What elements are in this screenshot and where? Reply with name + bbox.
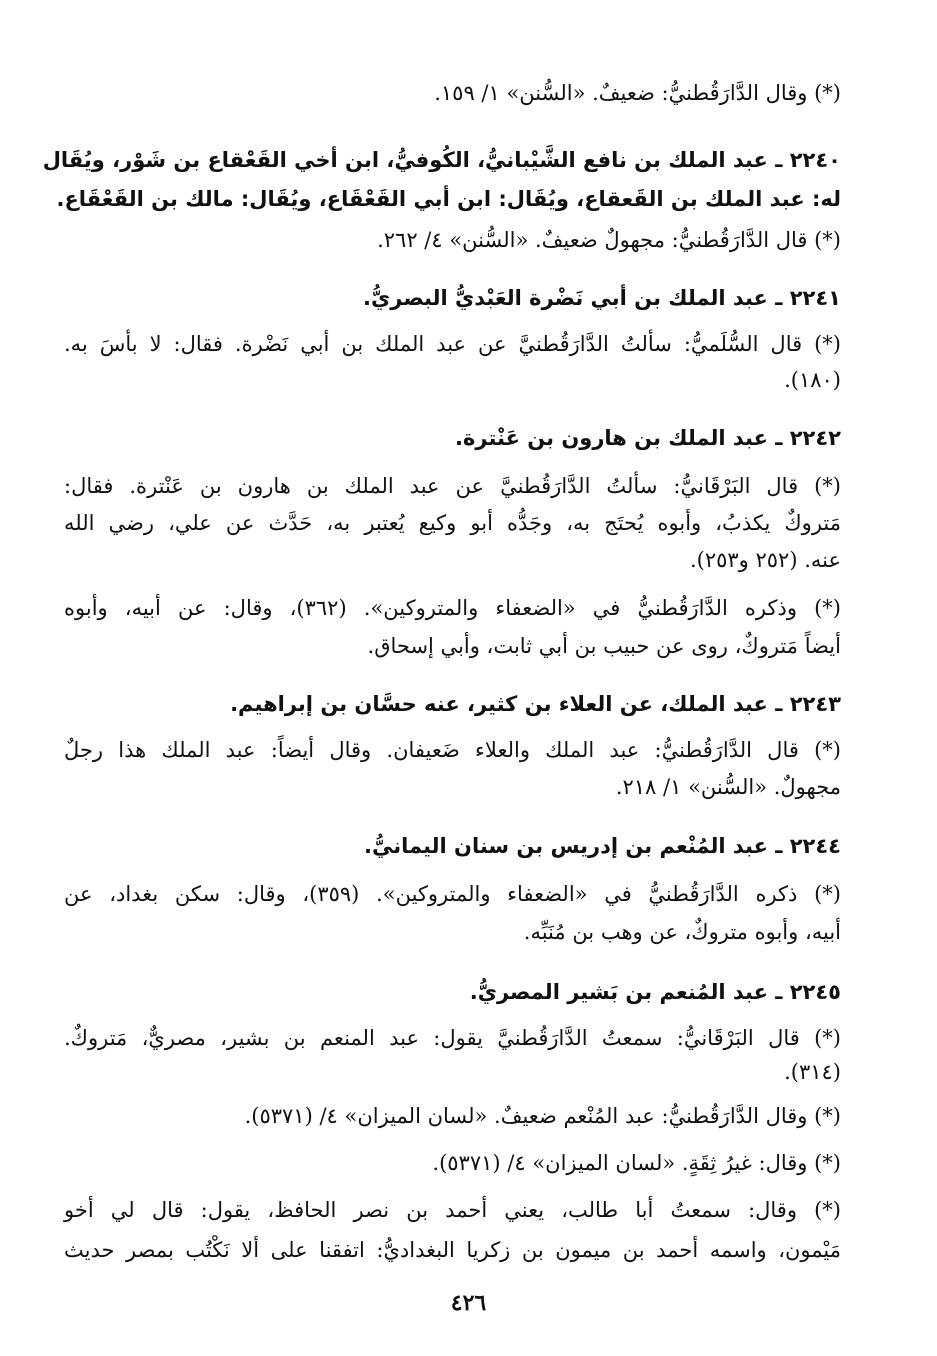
entry-heading-continued: له: عبد الملك بن القَعقاع، ويُقَال: ابن أبي القَعْقَاع، ويُقَال: مالك بن القَعْقَاع. (56, 187, 841, 211)
text-line: (*) قال الدَّارَقُطنيُّ: عبد الملك والعلاء ضَعيفان. وقال أيضاً: عبد الملك هذا رجلٌ (64, 738, 841, 762)
text-line: مجهولٌ. «السُّنن» ١/ ٢١٨. (615, 775, 841, 799)
page-number: ٤٢٦ (450, 1290, 487, 1316)
text-line: (*) وقال الدَّارَقُطنيُّ: عبد المُنْعم ضعيفٌ. «لسان الميزان» ٤/ (٥٣٧١). (244, 1104, 841, 1128)
text-line: (*) قال البَرْقَانيُّ: سمعتُ الدَّارَقُطنيَّ يقول: عبد المنعم بن بشير، مصريٌّ، مَتروكٌ. (64, 1026, 841, 1050)
text-line: (*) قال البَرْقَانيُّ: سألتُ الدَّارَقُطنيَّ عن عبد الملك بن هارون بن عَنْترة. فقال: (64, 474, 841, 498)
text-line: (١٨٠). (784, 368, 841, 392)
entry-heading: ٢٢٤١ ـ عبد الملك بن أبي نَضْرة العَبْديُّ البصريُّ. (363, 286, 841, 310)
text-line: (*) وقال: غيرُ ثِقَةٍ. «لسان الميزان» ٤/ (٥٣٧١). (432, 1151, 841, 1175)
text-line: (*) وذكره الدَّارَقُطنيُّ في «الضعفاء والمتروكين». (٣٦٢)، وقال: عن أبيه، وأبوه (64, 596, 841, 620)
text-line: أبيه، وأبوه متروكٌ، عن وهب بن مُنَبِّه. (523, 920, 841, 944)
text-line: (*) وقال: سمعتُ أبا طالب، يعني أحمد بن نصر الحافظ، يقول: قال لي أخو (64, 1198, 841, 1222)
entry-heading: ٢٢٤٤ ـ عبد المُنْعم بن إدريس بن سنان اليمانيُّ. (363, 834, 841, 858)
entry-heading: ٢٢٤٥ ـ عبد المُنعم بن بَشير المصريُّ. (469, 980, 841, 1004)
text-line: (*) ذكره الدَّارَقُطنيُّ في «الضعفاء والمتروكين». (٣٥٩)، وقال: سكن بغداد، عن (64, 882, 841, 906)
text-line: مَتروكٌ يكذبُ، وأبوه يُحتَج به، وجَدُّه أبو وكيع يُعتبر به، حَدَّث عن علي، رضي الله (64, 511, 841, 535)
text-line: أيضاً مَتروكٌ، روى عن حبيب بن أبي ثابت، وأبي إسحاق. (367, 634, 841, 658)
entry-heading: ٢٢٤٢ ـ عبد الملك بن هارون بن عَنْترة. (455, 426, 841, 450)
entry-heading: ٢٢٤٣ ـ عبد الملك، عن العلاء بن كثير، عنه حسَّان بن إبراهيم. (230, 692, 841, 716)
text-line: عنه. (٢٥٢ و٢٥٣). (689, 548, 841, 572)
text-line: (*) وقال الدَّارَقُطنيُّ: ضعيفٌ. «السُّنن» ١/ ١٥٩. (434, 81, 841, 105)
text-line: (*) قال السُّلَميُّ: سألتُ الدَّارَقُطنيَّ عن عبد الملك بن أبي نَضْرة. فقال: لا بأسَ به. (64, 332, 841, 356)
text-line: (*) قال الدَّارَقُطنيُّ: مجهولٌ ضعيفٌ. «السُّنن» ٤/ ٢٦٢. (377, 228, 841, 252)
text-line: مَيْمون، واسمه أحمد بن ميمون بن زكريا البغداديُّ: اتفقنا على ألا نَكْتُب بمصر حديث (64, 1238, 841, 1262)
entry-heading: ٢٢٤٠ ـ عبد الملك بن نافع الشَّيْبانيُّ، الكُوفيُّ، ابن أخي القَعْقاع بن شَوْر، ويُقَال (42, 148, 841, 172)
text-line: (٣١٤). (784, 1060, 841, 1084)
